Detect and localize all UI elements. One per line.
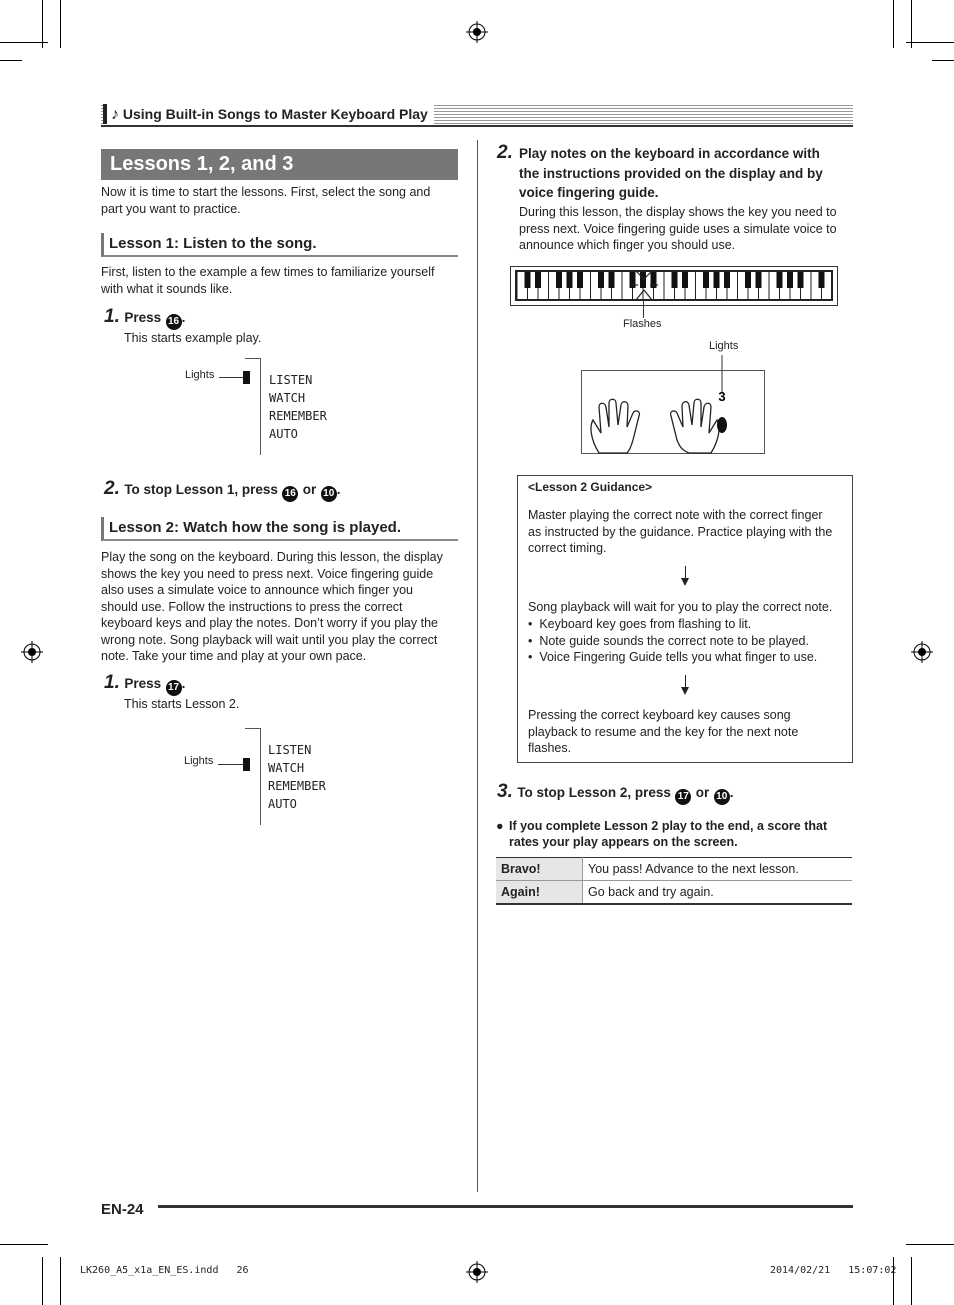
crop-mark <box>42 0 43 48</box>
crop-mark <box>911 0 912 48</box>
crop-mark <box>932 60 954 61</box>
hands-fingering-icon <box>581 355 766 455</box>
display-frame <box>245 728 261 825</box>
lesson1-step1: 1. Press 16 . <box>104 306 185 330</box>
music-note-icon: ♪ <box>111 106 119 123</box>
crop-mark <box>911 1257 912 1305</box>
crop-mark <box>42 1257 43 1305</box>
file-info: LK260_A5_x1a_EN_ES.indd 26 <box>80 1265 249 1276</box>
intro-paragraph: Now it is time to start the lessons. First, select the song and part you want to practice. <box>101 185 431 216</box>
crop-mark <box>906 42 954 43</box>
crop-mark <box>906 1244 954 1245</box>
callout-line <box>218 764 243 765</box>
score-note: ● If you complete Lesson 2 play to the end, a score that rates your play appears on the screen. <box>496 819 828 849</box>
guidance-p1: Master playing the correct note with the correct finger as instructed by the guidance. Practice playing with the correct timing. <box>528 508 833 555</box>
black-key <box>630 272 636 288</box>
black-key <box>703 272 709 288</box>
mode-list: LISTEN WATCH REMEMBER AUTO <box>268 743 326 811</box>
section-header-title: Using Built-in Songs to Master Keyboard Play <box>122 106 428 122</box>
crop-mark <box>0 1244 48 1245</box>
keyboard-display-icon <box>510 266 838 306</box>
black-key <box>819 272 825 288</box>
button-17-icon: 17 <box>166 680 182 696</box>
lights-label: Lights <box>185 369 215 381</box>
black-key <box>651 272 657 288</box>
lesson1-step1-sub: This starts example play. <box>124 331 262 345</box>
crop-mark <box>893 0 894 48</box>
timestamp: 2014/02/21 15:07:02 <box>770 1265 897 1276</box>
svg-text:3: 3 <box>718 389 726 404</box>
registration-mark-icon <box>911 641 933 663</box>
black-key <box>777 272 783 288</box>
lesson2-step1: 1. Press 17 . <box>104 672 185 696</box>
table-row: Bravo! You pass! Advance to the next lesson. <box>496 858 852 881</box>
black-key <box>567 272 573 288</box>
black-key <box>577 272 583 288</box>
bullet-dot-icon: ● <box>496 819 504 833</box>
button-10-icon: 10 <box>321 486 337 502</box>
registration-mark-icon <box>21 641 43 663</box>
section-header <box>103 104 434 124</box>
lesson1-step2: 2. To stop Lesson 1, press 16 or 10 . <box>104 478 340 502</box>
button-16-icon: 16 <box>166 314 182 330</box>
black-key <box>535 272 541 288</box>
callout-line <box>643 300 644 318</box>
registration-mark-icon <box>466 1261 488 1283</box>
black-key <box>682 272 688 288</box>
footer-rule <box>158 1205 853 1208</box>
button-17-icon: 17 <box>675 789 691 805</box>
black-key <box>672 272 678 288</box>
lights-label: Lights <box>184 755 214 767</box>
black-key <box>787 272 793 288</box>
black-key <box>640 272 646 288</box>
indicator-lit-icon <box>243 758 250 771</box>
column-divider <box>477 140 478 1192</box>
lesson2-step1-sub: This starts Lesson 2. <box>124 697 240 711</box>
button-10-icon: 10 <box>714 789 730 805</box>
black-key <box>556 272 562 288</box>
crop-mark <box>0 60 22 61</box>
flashes-label: Flashes <box>623 318 662 330</box>
lesson2-step2-body: During this lesson, the display shows the key you need to press next. Voice fingering guide uses a simulate voice to announce which finger you should use. <box>519 205 837 252</box>
crop-mark <box>60 0 61 48</box>
guidance-p2: Song playback will wait for you to play the correct note. <box>528 600 833 614</box>
lights-label: Lights <box>709 340 739 352</box>
indicator-lit-icon <box>243 371 250 384</box>
callout-line <box>219 377 243 378</box>
lesson2-heading: Lesson 2: Watch how the song is played. <box>101 517 458 541</box>
crop-mark <box>0 42 48 43</box>
guidance-bullets: • Keyboard key goes from flashing to lit. • Note guide sounds the correct note to be played. • Voice Fingering Guide tells you what finger to use. <box>528 617 818 664</box>
black-key <box>525 272 531 288</box>
black-key <box>745 272 751 288</box>
black-key <box>724 272 730 288</box>
black-key <box>714 272 720 288</box>
crop-mark <box>60 1257 61 1305</box>
lesson1-heading: Lesson 1: Listen to the song. <box>101 233 458 257</box>
black-key <box>798 272 804 288</box>
lesson2-body: Play the song on the keyboard. During this lesson, the display shows the key you need to press next. Voice fingering guide also uses a simulate voice to announce which finger you should use. Follow the instructions to press the correct keyboard keys and play the notes. Don’t worry if you play the wrong note. Song playback will wait until you play the correct note. Take your time and play at your own pace. <box>101 550 443 663</box>
score-table <box>496 857 852 905</box>
guidance-box <box>517 475 853 763</box>
registration-mark-icon <box>466 21 488 43</box>
black-key <box>598 272 604 288</box>
guidance-title: <Lesson 2 Guidance> <box>528 480 653 494</box>
black-key <box>609 272 615 288</box>
page-number: EN-24 <box>101 1201 144 1218</box>
mode-list: LISTEN WATCH REMEMBER AUTO <box>269 373 327 441</box>
table-row: Again! Go back and try again. <box>496 881 852 905</box>
lesson1-body: First, listen to the example a few times to familiarize yourself with what it sounds like. <box>101 265 435 296</box>
page-title: Lessons 1, 2, and 3 <box>101 149 458 180</box>
black-key <box>756 272 762 288</box>
button-16-icon: 16 <box>282 486 298 502</box>
lesson2-step3: 3. To stop Lesson 2, press 17 or 10 . <box>497 781 733 805</box>
guidance-p3: Pressing the correct keyboard key causes song playback to resume and the key for the next note flashes. <box>528 708 799 755</box>
